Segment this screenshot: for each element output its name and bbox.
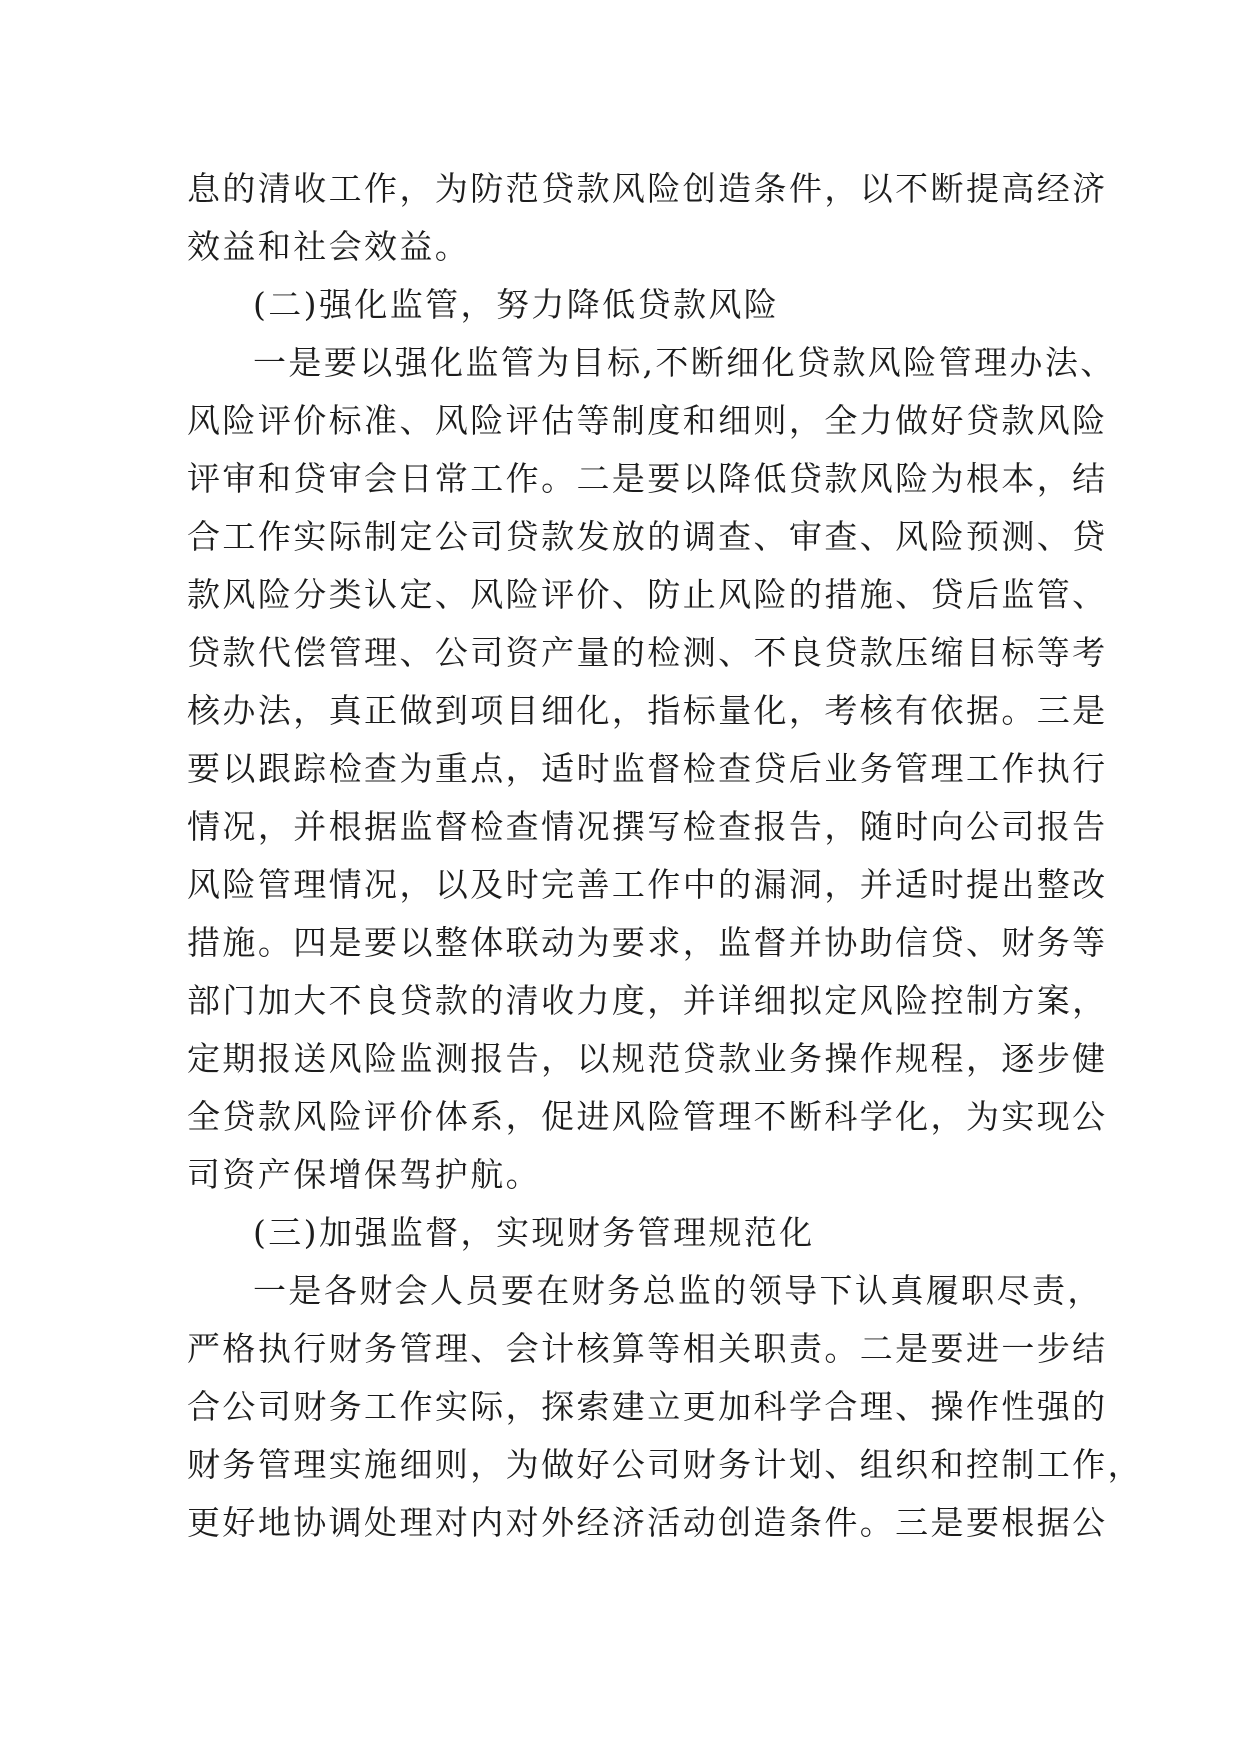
text-line: 评 审 和 贷 审 会 日 常 工 作 。 二 是 要 以 降 低 贷 款 风 险 为 根 本 ， 结	[187, 459, 1108, 498]
text-line: 息 的 清 收 工 作 ， 为 防 范 贷 款 风 险 创 造 条 件 ， 以 不 断 提 高 经 济	[187, 169, 1108, 208]
text-line: 合 工 作 实 际 制 定 公 司 贷 款 发 放 的 调 查 、 审 查 、 风 险 预 测 、 贷	[187, 517, 1108, 556]
text-line: 要 以 跟 踪 检 查 为 重 点 ， 适 时 监 督 检 查 贷 后 业 务 管 理 工 作 执 行	[187, 749, 1108, 788]
text-line: 司资产保增保驾护航。	[187, 1155, 541, 1194]
text-line: 贷 款 代 偿 管 理 、 公 司 资 产 量 的 检 测 、 不 良 贷 款 压 缩 目 标 等 考	[187, 633, 1108, 672]
text-line: 风 险 评 价 标 准 、 风 险 评 估 等 制 度 和 细 则 ， 全 力 做 好 贷 款 风 险	[187, 401, 1108, 440]
text-line: 核 办 法 ， 真 正 做 到 项 目 细 化 ， 指 标 量 化 ， 考 核 有 依 据 。 三 是	[187, 691, 1108, 730]
text-line: 风 险 管 理 情 况 ， 以 及 时 完 善 工 作 中 的 漏 洞 ， 并 适 时 提 出 整 改	[187, 865, 1108, 904]
text-line: 严 格 执 行 财 务 管 理 、 会 计 核 算 等 相 关 职 责 。 二 是 要 进 一 步 结	[187, 1329, 1108, 1368]
text-line: 款 风 险 分 类 认 定 、 风 险 评 价 、 防 止 风 险 的 措 施 、 贷 后 监 管 、	[187, 575, 1108, 614]
document-body	[187, 160, 1143, 1552]
text-line: 一 是 要 以 强 化 监 管 为 目 标 , 不 断 细 化 贷 款 风 险 管 理 办 法 、	[253, 343, 1116, 382]
text-line: 效益和社会效益。	[187, 227, 471, 266]
text-line: (二)强化监管，努力降低贷款风险	[253, 285, 780, 324]
text-line: (三)加强监督，实现财务管理规范化	[253, 1213, 815, 1252]
text-line: 合 公 司 财 务 工 作 实 际 ， 探 索 建 立 更 加 科 学 合 理 、 操 作 性 强 的	[187, 1387, 1108, 1426]
text-line: 更 好 地 协 调 处 理 对 内 对 外 经 济 活 动 创 造 条 件 。 三 是 要 根 据 公	[187, 1503, 1108, 1542]
text-line: 部 门 加 大 不 良 贷 款 的 清 收 力 度 ， 并 详 细 拟 定 风 险 控 制 方 案 ，	[187, 981, 1108, 1020]
text-line: 全 贷 款 风 险 评 价 体 系 ， 促 进 风 险 管 理 不 断 科 学 化 ， 为 实 现 公	[187, 1097, 1108, 1136]
text-line: 财 务 管 理 实 施 细 则 ， 为 做 好 公 司 财 务 计 划 、 组 织 和 控 制 工 作 ，	[187, 1445, 1143, 1484]
text-line: 措 施 。 四 是 要 以 整 体 联 动 为 要 求 ， 监 督 并 协 助 信 贷 、 财 务 等	[187, 923, 1108, 962]
text-line: 一 是 各 财 会 人 员 要 在 财 务 总 监 的 领 导 下 认 真 履 职 尽 责 ，	[253, 1271, 1103, 1310]
text-line: 定 期 报 送 风 险 监 测 报 告 ， 以 规 范 贷 款 业 务 操 作 规 程 ， 逐 步 健	[187, 1039, 1108, 1078]
text-line: 情 况 ， 并 根 据 监 督 检 查 情 况 撰 写 检 查 报 告 ， 随 时 向 公 司 报 告	[187, 807, 1108, 846]
